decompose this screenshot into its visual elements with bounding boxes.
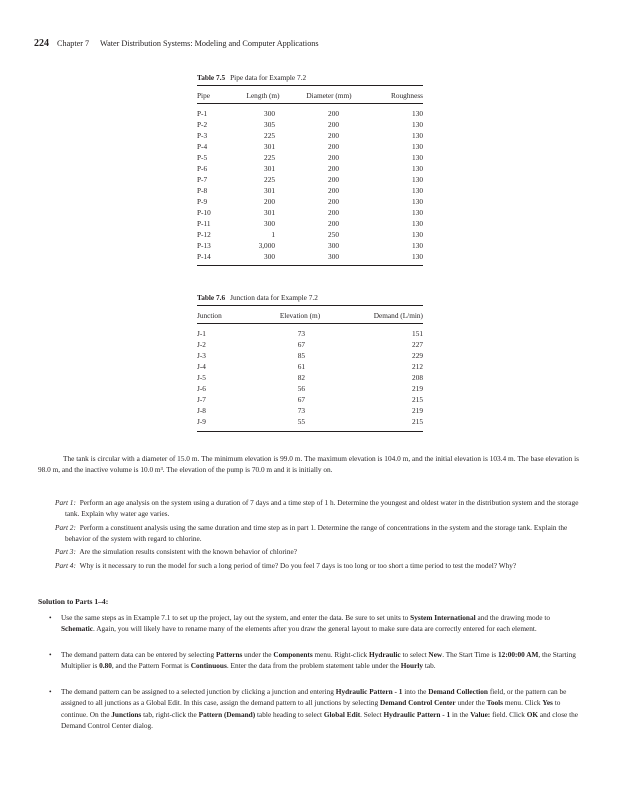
step-text: field. Click xyxy=(490,709,527,719)
step-keyword: Hydraulic Pattern - 1 xyxy=(383,709,451,719)
table-row xyxy=(197,230,423,240)
table-cell: 55 xyxy=(297,417,305,426)
table-cell: 300 xyxy=(264,252,275,261)
table-caption-text: Junction data for Example 7.2 xyxy=(230,293,318,302)
table-row xyxy=(197,153,423,163)
table-cell: 208 xyxy=(412,373,423,382)
step-keyword: 12:00:00 AM xyxy=(498,650,539,659)
step-keyword: Hydraulic Pattern - 1 xyxy=(335,687,403,696)
table-cell: J-2 xyxy=(197,340,206,349)
table-row xyxy=(197,384,423,394)
column-header-junction: Junction xyxy=(197,311,222,320)
step-text: and close the Demand Control Center dialog. xyxy=(61,709,579,731)
table-cell: 1 xyxy=(271,230,275,239)
solution-step-1 xyxy=(47,612,579,635)
part-3-question xyxy=(55,546,579,557)
table-cell: 215 xyxy=(412,417,423,426)
solution-step-2 xyxy=(47,649,579,672)
step-keyword: Components xyxy=(273,650,313,659)
part-1-question xyxy=(55,497,579,520)
step-keyword: New xyxy=(428,650,443,659)
step-keyword: Patterns xyxy=(216,650,243,659)
table-cell: J-7 xyxy=(197,395,206,404)
step-text: , and the Pattern Format is xyxy=(111,661,191,671)
table-cell: 200 xyxy=(328,197,339,206)
step-text: and the drawing mode to xyxy=(475,613,551,622)
table-cell: 130 xyxy=(412,241,423,250)
solution-heading: Solution to Parts 1–4: xyxy=(38,597,109,606)
table-cell: 300 xyxy=(264,219,275,228)
step-text: menu. Right-click xyxy=(312,650,370,659)
table-cell: 227 xyxy=(412,340,423,349)
table-cell: 200 xyxy=(328,164,339,173)
step-keyword: 0.80 xyxy=(99,661,112,671)
table-cell: 305 xyxy=(264,120,275,129)
table-cell: 200 xyxy=(328,131,339,140)
table-row xyxy=(197,252,423,262)
table-cell: 200 xyxy=(328,219,339,228)
step-keyword: Value: xyxy=(470,709,491,719)
table-cell: 200 xyxy=(328,175,339,184)
part-text: Are the simulation results consistent with the known behavior of chlorine? xyxy=(79,547,297,556)
table-cell: P-13 xyxy=(197,241,211,250)
step-text: to select xyxy=(400,650,429,659)
table-cell: 200 xyxy=(328,109,339,118)
table-header-rule xyxy=(197,103,423,104)
step-keyword: Yes xyxy=(542,698,553,708)
step-keyword: Demand Control Center xyxy=(379,698,456,708)
step-text: . Enter the data from the problem statement table under the xyxy=(226,661,401,671)
table-cell: P-4 xyxy=(197,142,208,151)
step-text: . Select xyxy=(360,709,384,719)
table-cell: 151 xyxy=(412,329,423,338)
table-caption-text: Pipe data for Example 7.2 xyxy=(230,73,307,82)
table-cell: 225 xyxy=(264,153,275,162)
table-row xyxy=(197,329,423,339)
table-top-rule xyxy=(197,85,423,86)
part-text: Why is it necessary to run the model for such a long period of time? Do you feel 7 days is too long or too short a time period to test the model? Why? xyxy=(79,561,517,570)
table-row xyxy=(197,131,423,141)
step-text: tab. xyxy=(423,661,436,671)
table-row xyxy=(197,109,423,119)
table-bottom-rule xyxy=(197,431,423,432)
step-text: under the xyxy=(455,698,487,708)
bullet-icon: • xyxy=(49,687,52,696)
step-keyword: Schematic xyxy=(61,624,94,634)
table-cell: 130 xyxy=(412,153,423,162)
table-cell: P-10 xyxy=(197,208,211,217)
tank-description-paragraph: The tank is circular with a diameter of 15.0 m. The minimum elevation is 99.0 m. The maximum elevation is 104.0 m, and the initial elevation is 103.4 m. The base elevation is 98.0 m, and the inactive volume is 10.0 m³. The elevation of the pump is 70.0 m and it is initially on. xyxy=(38,454,579,475)
table-cell: 301 xyxy=(264,208,275,217)
part-label: Part 2: xyxy=(55,523,76,532)
table-row xyxy=(197,340,423,350)
table-cell: 219 xyxy=(412,406,423,415)
table-row xyxy=(197,120,423,130)
step-text: , the Starting Multiplier is xyxy=(61,650,576,671)
step-text: The demand pattern can be assigned to a selected junction by clicking a junction and entering xyxy=(61,687,336,696)
step-text: The demand pattern data can be entered by selecting xyxy=(61,650,216,659)
table-row xyxy=(197,406,423,416)
table-cell: 219 xyxy=(412,384,423,393)
pipe-data-table xyxy=(197,73,423,273)
table-row xyxy=(197,351,423,361)
table-cell: 73 xyxy=(297,406,305,415)
step-text: tab, right-click the xyxy=(141,709,199,719)
table-cell: 229 xyxy=(412,351,423,360)
table-cell: 85 xyxy=(297,351,305,360)
table-cell: 200 xyxy=(328,208,339,217)
table-cell: J-9 xyxy=(197,417,206,426)
chapter-label: Chapter 7 xyxy=(57,39,90,48)
table-cell: 130 xyxy=(412,186,423,195)
table-cell: 130 xyxy=(412,219,423,228)
table-row xyxy=(197,208,423,218)
table-cell: 61 xyxy=(297,362,305,371)
table-cell: 130 xyxy=(412,252,423,261)
table-cell: 200 xyxy=(328,186,339,195)
part-label: Part 1: xyxy=(55,498,76,507)
table-cell: 56 xyxy=(297,384,305,393)
table-row xyxy=(197,186,423,196)
table-cell: 212 xyxy=(412,362,423,371)
step-keyword: Tools xyxy=(486,698,504,708)
table-cell: 67 xyxy=(297,340,305,349)
step-text: . Again, you will likely have to rename many of the elements after you draw the general layout to make sure data are correctly entered for each element. xyxy=(93,624,537,634)
column-header-pipe: Pipe xyxy=(197,91,210,100)
step-text: menu. Click xyxy=(503,698,543,708)
table-cell: 200 xyxy=(328,142,339,151)
table-row xyxy=(197,417,423,427)
table-row xyxy=(197,197,423,207)
table-cell: 130 xyxy=(412,142,423,151)
table-cell: P-3 xyxy=(197,131,208,140)
table-cell: 200 xyxy=(328,120,339,129)
part-label: Part 3: xyxy=(55,547,76,556)
step-keyword: Global Edit xyxy=(323,709,361,719)
column-header-demand: Demand (L/min) xyxy=(373,311,423,320)
table-cell: 130 xyxy=(412,197,423,206)
table-cell: 130 xyxy=(412,208,423,217)
table-cell: P-2 xyxy=(197,120,208,129)
table-row xyxy=(197,241,423,251)
table-cell: 215 xyxy=(412,395,423,404)
page-number: 224 xyxy=(34,38,49,49)
table-cell: P-14 xyxy=(197,252,211,261)
table-cell: 130 xyxy=(412,164,423,173)
table-header-row xyxy=(197,311,423,321)
table-cell: 200 xyxy=(264,197,275,206)
table-row xyxy=(197,373,423,383)
table-cell: 300 xyxy=(264,109,275,118)
table-top-rule xyxy=(197,305,423,306)
step-keyword: Hydraulic xyxy=(369,650,401,659)
step-text: table heading to select xyxy=(255,709,324,719)
table-cell: J-8 xyxy=(197,406,206,415)
table-cell: 130 xyxy=(412,131,423,140)
table-cell: P-7 xyxy=(197,175,208,184)
table-cell: P-6 xyxy=(197,164,208,173)
table-row xyxy=(197,219,423,229)
table-cell: J-1 xyxy=(197,329,206,338)
part-text: Perform an age analysis on the system using a duration of 7 days and a time step of 1 h. Determine the youngest and oldest water in the distribution system and the storage tank. Explain why water age varies. xyxy=(65,498,579,519)
step-text: to continue. On the xyxy=(61,698,561,719)
step-keyword: Continuous xyxy=(190,661,227,671)
column-header-roughness: Roughness xyxy=(390,91,423,100)
solution-step-3 xyxy=(47,686,579,732)
table-row xyxy=(197,142,423,152)
table-cell: 300 xyxy=(328,241,339,250)
part-label: Part 4: xyxy=(55,561,76,570)
step-keyword: Pattern (Demand) xyxy=(198,709,256,719)
table-caption xyxy=(197,293,318,302)
column-header-length: Length (m) xyxy=(246,91,280,100)
table-cell: 130 xyxy=(412,230,423,239)
running-header xyxy=(34,38,319,49)
table-row xyxy=(197,362,423,372)
bullet-icon: • xyxy=(49,613,52,622)
table-row xyxy=(197,395,423,405)
part-2-question xyxy=(55,522,579,545)
table-cell: 225 xyxy=(264,175,275,184)
table-cell: 3,000 xyxy=(258,241,275,250)
part-4-question xyxy=(55,560,579,571)
step-text: field, or the pattern can be assigned to all junctions as a Global Edit. In this case, assign the demand pattern to all junctions by selecting xyxy=(61,687,567,708)
bullet-icon: • xyxy=(49,650,52,659)
table-cell: P-8 xyxy=(197,186,208,195)
junction-data-table xyxy=(197,293,423,433)
step-keyword: Hourly xyxy=(400,661,423,671)
table-cell: 130 xyxy=(412,120,423,129)
table-cell: 300 xyxy=(328,252,339,261)
chapter-title: Water Distribution Systems: Modeling and Computer Applications xyxy=(100,39,319,48)
table-cell: J-3 xyxy=(197,351,206,360)
table-cell: P-12 xyxy=(197,230,211,239)
table-cell: J-5 xyxy=(197,373,206,382)
step-text: in the xyxy=(450,709,471,719)
table-cell: 82 xyxy=(297,373,305,382)
table-label: Table 7.5 xyxy=(197,73,226,82)
column-header-elevation: Elevation (m) xyxy=(279,311,321,320)
table-cell: 301 xyxy=(264,142,275,151)
table-caption xyxy=(197,73,306,82)
table-cell: P-11 xyxy=(197,219,211,228)
part-text: Perform a constituent analysis using the same duration and time step as in part 1. Determine the range of concentrations in the system and the storage tank. Explain the behavior of the system with regard to chlorine. xyxy=(65,523,568,544)
table-row xyxy=(197,175,423,185)
table-cell: P-1 xyxy=(197,109,208,118)
table-cell: 130 xyxy=(412,175,423,184)
step-keyword: Junctions xyxy=(111,709,142,719)
table-header-rule xyxy=(197,323,423,324)
step-text: into the xyxy=(402,687,429,696)
table-cell: 301 xyxy=(264,186,275,195)
column-header-diameter: Diameter (mm) xyxy=(306,91,352,100)
step-text: under the xyxy=(242,650,274,659)
table-label: Table 7.6 xyxy=(197,293,226,302)
table-cell: 67 xyxy=(297,395,305,404)
table-cell: 250 xyxy=(328,230,339,239)
table-cell: P-5 xyxy=(197,153,208,162)
table-cell: 73 xyxy=(297,329,305,338)
step-text: . The Start Time is xyxy=(442,650,499,659)
table-row xyxy=(197,164,423,174)
table-cell: 301 xyxy=(264,164,275,173)
table-cell: J-6 xyxy=(197,384,206,393)
table-cell: 130 xyxy=(412,109,423,118)
table-cell: 200 xyxy=(328,153,339,162)
step-keyword: System International xyxy=(410,613,476,622)
step-text: Use the same steps as in Example 7.1 to set up the project, lay out the system, and enter the data. Be sure to set units to xyxy=(61,613,411,622)
table-cell: J-4 xyxy=(197,362,206,371)
step-keyword: Demand Collection xyxy=(428,687,488,696)
table-cell: 225 xyxy=(264,131,275,140)
table-bottom-rule xyxy=(197,265,423,266)
table-header-row xyxy=(197,91,423,101)
step-keyword: OK xyxy=(526,709,539,719)
table-cell: P-9 xyxy=(197,197,208,206)
